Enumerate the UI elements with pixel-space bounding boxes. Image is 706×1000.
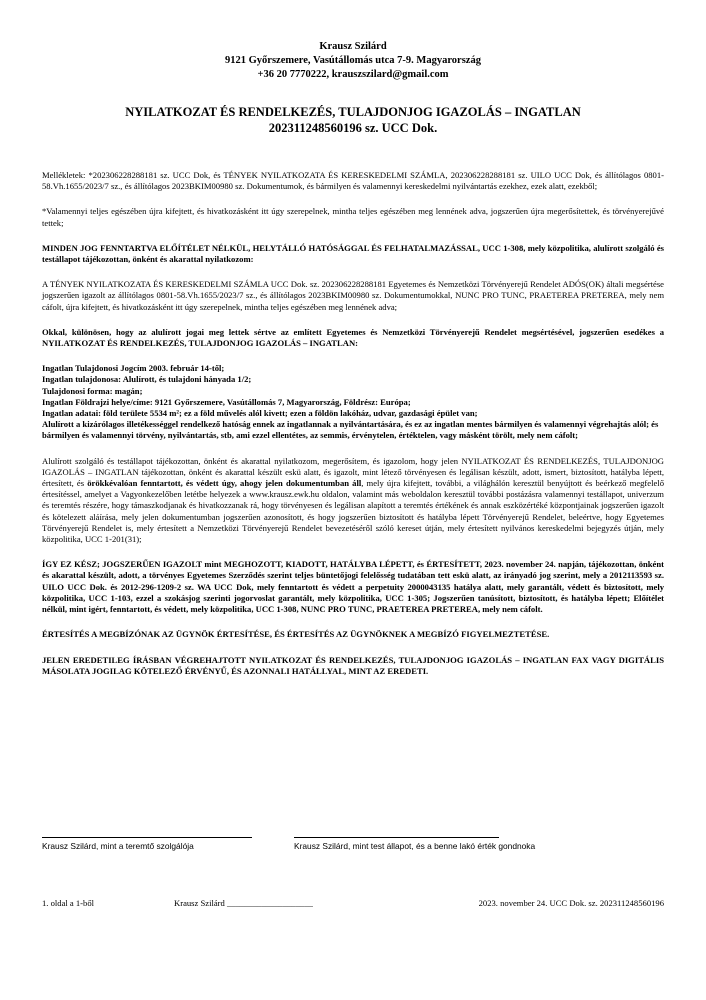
- document-title: [42, 104, 664, 136]
- signature-row: [42, 837, 664, 867]
- signature-line: [42, 837, 252, 838]
- signature-left-caption: Krausz Szilárd, mint a teremtő szolgálója: [42, 841, 194, 851]
- signature-left: [42, 837, 252, 851]
- property-line: Ingatlan tulajdonosa: Alulírott, és tulajdoni hányada 1/2;: [42, 374, 252, 385]
- fax-copy-paragraph: JELEN EREDETILEG ÍRÁSBAN VÉGREHAJTOTT NYILATKOZAT ÉS RENDELKEZÉS, TULAJDONJOG IGAZOLÁS – INGATLAN FAX VAGY DIGITÁLIS MÁSOLATA JOGILAG KÖTELEZŐ ÉRVÉNYŰ, ÉS AZONNALI HATÁLLYAL, MINT AZ EREDETI.: [42, 654, 664, 676]
- page-number: 1. oldal a 1-ből: [42, 898, 95, 908]
- notice-paragraph: ÉRTESÍTÉS A MEGBÍZÓNAK AZ ÜGYNÖK ÉRTESÍTÉSE, ÉS ÉRTESÍTÉS AZ ÜGYNÖKNEK A MEGBÍZÓ FIGYELMEZTETÉSE.: [42, 629, 550, 640]
- signature-right: [294, 837, 535, 851]
- footnote-paragraph: *Valamennyi teljes egészében újra kifejtett, és hivatkozásként itt úgy szerepelnek, mintha teljes egészében meg lennének adva, jogszerűen újra megerősítettek, és törvényerejűvé tettek;: [42, 206, 664, 228]
- confirmation-text-bold: örökkévalóan fenntartott, és védett úgy, ahogy jelen dokumentumban áll: [87, 478, 362, 489]
- signature-line: [294, 837, 499, 838]
- property-details: [42, 363, 664, 441]
- footer-reference: 2023. november 24. UCC Dok. sz. 202311248560196: [478, 898, 664, 908]
- property-line: Alulírott a kizárólagos illetékességgel rendelkező hatóság ennek az ingatlannak a nyilvántartására, és ez az ingatlan mentes bármilyen és valamennyi végrehajtás alól; és: [42, 419, 659, 430]
- signature-right-caption: Krausz Szilárd, mint test állapot, és a benne lakó érték gondnoka: [294, 841, 536, 851]
- execution-paragraph: ÍGY EZ KÉSZ; JOGSZERŰEN IGAZOLT mint MEGHOZOTT, KIADOTT, HATÁLYBA LÉPETT, és ÉRTESÍTETT, 2023. november 24. napján, tájékozottan, önként és akarattal készült, adott, a törvényes Egyetemes Szerződés szerint teljes büntetőjogi felelősség tudatában tett eskü alatt, az irányadó jog szerint, mely a 2012113593 sz. UILO UCC Dok. és 2012-296-1209-2 sz. WA UCC Dok, mely fenntartott és védett a perpetuity 2000043135 hatálya alatt, mely garantált, védett és biztosított, mely közpolitika, UCC 1-103, ezzel a szokásjog szerinti jogorvoslat garantált, mely közpolitika, UCC 1-305; Jogszerűen tanúsított, biztosított, és hatályba lépett; Előítélet nélkül, mint igért, fenntartott, és védett, mely közpolitika, UCC 1-308, NUNC PRO TUNC, PRAETEREA PRETEREA, mely nem cáfolt.: [42, 559, 664, 615]
- title-line-2: 202311248560196 sz. UCC Dok.: [268, 121, 438, 135]
- confirmation-text-a: Alulírott szolgáló és testállapot tájékozottan, önként és akarattal nyilatkozom, megerősítem, és igazolom, hogy jelen NYILATKOZAT ÉS RENDELKEZÉS, TULAJDONJOG IGAZOLÁS – INGATLAN tájékozottan, önként és akarattal készült eskü alatt, és igazolt, mint létező törvényesen és legálisan készült, adott, ismert, biztosított, hatályba lépett, értesített, és: [42, 455, 664, 489]
- author-address: 9121 Győrszemere, Vasútállomás utca 7-9. Magyarország: [225, 55, 481, 66]
- property-line: Tulajdonosi forma: magán;: [42, 385, 143, 396]
- reason-paragraph: Okkal, különösen, hogy az alulírott jogai meg lettek sértve az említett Egyetemes és Nemzetközi Törvényerejű Rendelet megsértésével, jogszerűen esedékes a NYILATKOZAT ÉS RENDELKEZÉS, TULAJDONJOG IGAZOLÁS – INGATLAN:: [42, 326, 664, 349]
- facts-paragraph: A TÉNYEK NYILATKOZATA ÉS KERESKEDELMI SZÁMLA UCC Dok. sz. 202306228288181 Egyetemes és Nemzetközi Törvényerejű Rendelet ADÓS(OK) általi megsértése jogszerűen igazolt az állítólagos 0801-58.Vh.1655/2023/7 sz., és állítólagos 2023BKIM00980 sz. Dokumentumokkal, NUNC PRO TUNC, PRAETEREA PRETEREA, mely nem cáfolt, újra kifejtett, és hivatkozásként itt úgy szerepelnek, mintha teljes egészében meg lennének adva;: [42, 279, 664, 312]
- rights-reserved-paragraph: MINDEN JOG FENNTARTVA ELŐÍTÉLET NÉLKÜL, HELYTÁLLÓ HATÓSÁGGAL ÉS FELHATALMAZÁSSAL, UCC 1-308, mely közpolitika, alulírott szolgáló és testállapot tájékozottan, önként és akarattal nyilatkozom:: [42, 242, 664, 265]
- property-line: Ingatlan adatai: föld területe 5534 m²; ez a föld művelés alól kivett; ezen a földön lakóház, udvar, gazdasági épület van;: [42, 408, 478, 419]
- attachments-paragraph: Mellékletek: *202306228288181 sz. UCC Dok, és TÉNYEK NYILATKOZATA ÉS KERESKEDELMI SZÁMLA, 202306228288181 sz. UILO UCC Dok, és állítólagos 0801-58.Vh.1655/2023/7 sz., és állítólagos 2023BKIM00980 sz. Dokumentumok, és bármilyen és valamennyi kereskedelmi nyilvántartás ezekhez, ezek alatt, ezekből;: [42, 170, 664, 192]
- title-line-1: NYILATKOZAT ÉS RENDELKEZÉS, TULAJDONJOG IGAZOLÁS – INGATLAN: [125, 105, 581, 119]
- confirmation-text-b: , mely újra kifejtett, további, a világhálón keresztül benyújtott és beérkező megfelelő értesítéssel, amelyet a Vagyonkezelőben letétbe helyezek a www.krausz.ewk.hu oldalon, valamint más weboldalon keresztül további postázásra valamennyi testállapot, univerzum és teremtés részére, hogy támaszkodjanak és hivatkozzanak rá, hogy törvényesen és legálisan alapított a teremtés értékének és annak eszközértéké központjainak jogszerűen igazolt és kötelezett aláírása, mely jelen dokumentumban jogszerűen azonosított, és hogy jogszerűen biztosított és hatályba lépett Törvényerejű Rendelet, beleértve, hogy Egyetemes Törvényerejű Rendelet is, mely értesített a Nemzetközi Törvényerejű Rendelet bevezetéséről szóló kereset útján, mely értesített nyilvános kereskedelmi bejegyzés útján, mely közpolitika, UCC 1-201(31);: [42, 478, 664, 545]
- document-page: [42, 40, 664, 677]
- author-name: Krausz Szilárd: [319, 41, 387, 52]
- property-line: Ingatlan Tulajdonosi Jogcím 2003. február 14-től;: [42, 363, 225, 374]
- author-contact: +36 20 7770222, krauszszilard@gmail.com: [257, 69, 449, 80]
- property-line: bármilyen és valamennyi törvény, nyilvántartás, stb, ami ezzel ellentétes, az semmis, érvénytelen, értéktelen, vagy másként törölt, mely nem cáfolt;: [42, 430, 579, 441]
- confirmation-paragraph: [42, 456, 664, 546]
- letterhead: [42, 40, 664, 82]
- property-line: Ingatlan Földrajzi helye/címe: 9121 Győrszemere, Vasútállomás 7, Magyarország, Földrész: Európa;: [42, 396, 411, 407]
- footer-signer: Krausz Szilárd ____________________: [174, 898, 313, 908]
